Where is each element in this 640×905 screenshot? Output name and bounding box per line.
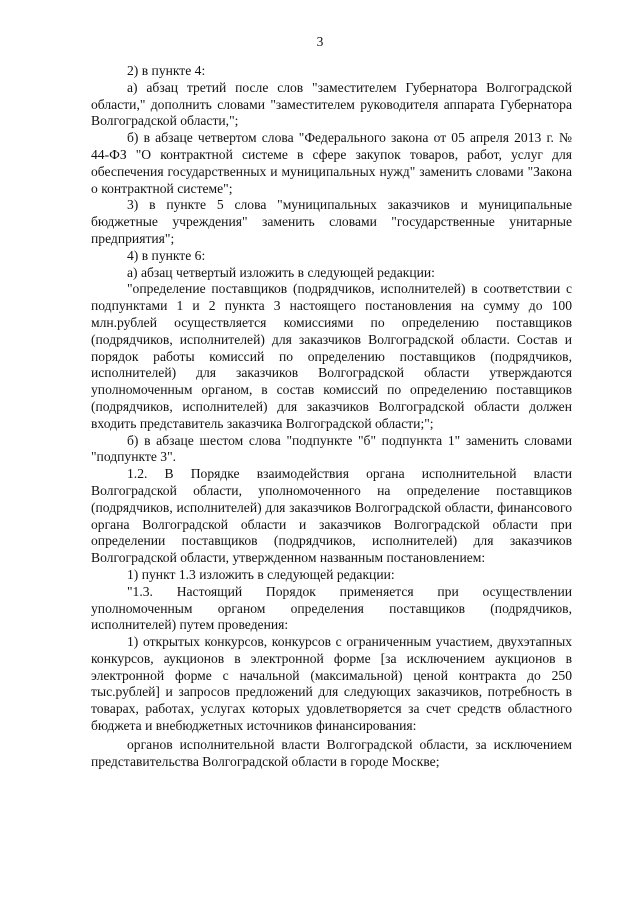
paragraph-executive-bodies: органов исполнительной власти Волгоградской области, за исключением представительства Волгоградской области в городе Москве; [91,736,572,769]
paragraph-section-1-2: 1.2. В Порядке взаимодействия органа исполнительной власти Волгоградской области, уполномоченного на определение поставщиков (подрядчиков, исполнителей) для заказчиков Волгоградской области, финансового органа Волгоградской области и заказчиков Волгоградской области при определении поставщиков (подрядчиков, исполнителей) для заказчиков Волгоградской области, утвержденном названным постановлением: [91,466,572,566]
paragraph-item-4b: б) в абзаце четвертом слова "Федерального закона от 05 апреля 2013 г. № 44-ФЗ "О контрактной системе в сфере закупок товаров, работ, услуг для обеспечения государственных и муниципальных нужд" заменить словами "Закона о контрактной системе"; [91,130,572,196]
paragraph-section-1-2-item-1: 1) пункт 1.3 изложить в следующей редакции: [127,566,395,582]
paragraph-item-6a: а) абзац четвертый изложить в следующей редакции: [127,264,435,280]
paragraph-item-5: 3) в пункте 5 слова "муниципальных заказчиков и муниципальные бюджетные учреждения" заменить словами "государственные унитарные предприятия"; [91,197,572,246]
paragraph-clause-1-3-item-1: 1) открытых конкурсов, конкурсов с ограниченным участием, двухэтапных конкурсов, аукционов в электронной форме [за исключением аукционов в электронной форме с начальной (максимальной) ценой контракта до 250 тыс.рублей] и запросов предложений для следующих заказчиков, потребность в товарах, работах, услугах которых удовлетворяется за счет средств областного бюджета и внебюджетных источников финансирования: [91,634,572,734]
document-body [91,63,572,770]
paragraph-item-4-header: 2) в пункте 4: [127,63,206,78]
paragraph-item-4a: а) абзац третий после слов "заместителем Губернатора Волгоградской области," дополнить словами "заместителем руководителя аппарата Губернатора Волгоградской области,"; [91,79,572,129]
paragraph-item-6b: б) в абзаце шестом слова "подпункте "б" подпункта 1" заменить словами "подпункте 3". [91,432,572,465]
paragraph-item-6a-text: "определение поставщиков (подрядчиков, исполнителей) в соответствии с подпунктами 1 и 2 пункта 3 настоящего постановления на сумму до 100 млн.рублей осуществляется комиссиями по определению поставщиков (подрядчиков, исполнителей) для заказчиков Волгоградской области. Состав и порядок работы комиссий по определению поставщиков (подрядчиков, исполнителей) для заказчиков Волгоградской области утверждаются уполномоченным органом, в состав комиссий по определению поставщиков (подрядчиков, исполнителей) для заказчиков Волгоградской области должен входить представитель заказчика Волгоградской области;"; [91,281,572,431]
paragraph-clause-1-3: "1.3. Настоящий Порядок применяется при осуществлении уполномоченным органом определения поставщиков (подрядчиков, исполнителей) путем проведения: [91,583,572,633]
page-number: 3 [316,34,324,49]
paragraph-item-6-header: 4) в пункте 6: [127,247,206,263]
